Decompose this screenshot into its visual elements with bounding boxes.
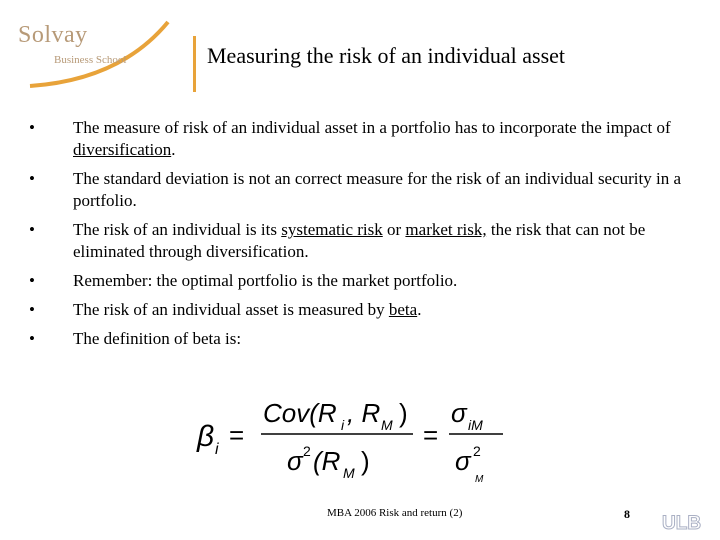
formula-graphic — [195, 388, 515, 488]
bullet-icon: • — [29, 169, 35, 188]
bullet-item — [27, 168, 687, 212]
bullet-icon: • — [29, 329, 35, 348]
bullet-item — [27, 270, 687, 292]
formula-sigma-im: σ — [451, 398, 467, 428]
beta-formula — [195, 388, 515, 488]
bullet-text: The risk of an individual asset is measured by — [73, 300, 389, 319]
bullet-text: or — [382, 220, 406, 239]
formula-cov-close: ) — [399, 398, 408, 428]
bullet-icon: • — [29, 220, 35, 239]
solvay-logo — [10, 18, 180, 98]
formula-beta: β — [197, 420, 215, 453]
formula-sigma-m-sup: 2 — [473, 443, 481, 459]
formula-sigma-m-sub: M — [475, 474, 484, 485]
logo-name: Solvay — [18, 22, 88, 48]
bullet-item — [27, 328, 687, 350]
formula-sigma-1: σ — [287, 446, 303, 476]
formula-equals-1: = — [229, 420, 245, 450]
bullet-item — [27, 117, 687, 161]
page-number: 8 — [624, 507, 630, 521]
formula-rm: (R — [313, 446, 341, 476]
formula-sigma-1-sup: 2 — [303, 443, 311, 459]
formula-sigma-im-sub: iM — [468, 417, 483, 433]
formula-rm-sub: M — [343, 465, 355, 481]
bullet-icon: • — [29, 271, 35, 290]
formula-cov: Cov(R — [263, 398, 337, 428]
ulb-logo — [660, 510, 708, 539]
bullet-text: . — [171, 140, 176, 159]
slide-title: Measuring the risk of an individual asset — [207, 43, 566, 68]
bullet-text: The standard deviation is not an correct measure for the risk of an individual security in a portfolio. — [73, 169, 682, 210]
term-systematic-risk: systematic risk — [281, 220, 383, 239]
formula-sigma-m: σ — [455, 446, 471, 476]
formula-cov-sub-m: M — [381, 417, 393, 433]
bullet-text: The definition of beta is: — [73, 329, 242, 348]
formula-equals-2: = — [423, 420, 439, 450]
formula-beta-sub: i — [215, 441, 219, 458]
bullet-item — [27, 299, 687, 321]
term-market-risk: market risk, — [405, 220, 487, 239]
title-divider — [193, 36, 196, 92]
bullet-text: . — [417, 300, 422, 319]
bullet-text: The measure of risk of an individual asset in a portfolio has to incorporate the impact of — [73, 118, 671, 137]
ulb-logo-icon — [660, 510, 708, 534]
bullet-text: the risk that can not be eliminated through diversification. — [73, 220, 646, 261]
formula-cov-rm: , R — [347, 398, 381, 428]
formula-cov-sub-i: i — [341, 417, 345, 433]
term-beta: beta — [388, 300, 418, 319]
footer-text: MBA 2006 Risk and return (2) — [327, 507, 463, 519]
ulb-logo-text: ULB — [662, 513, 702, 534]
bullet-text: Remember: the optimal portfolio is the market portfolio. — [73, 271, 458, 290]
bullet-item — [27, 219, 687, 263]
term-diversification: diversification — [73, 140, 172, 159]
bullet-text: The risk of an individual is its — [73, 220, 282, 239]
bullet-icon: • — [29, 118, 35, 137]
bullet-list — [27, 117, 687, 357]
bullet-icon: • — [29, 300, 35, 319]
logo-subtitle: Business School — [54, 54, 127, 66]
formula-rm-close: ) — [361, 446, 370, 476]
